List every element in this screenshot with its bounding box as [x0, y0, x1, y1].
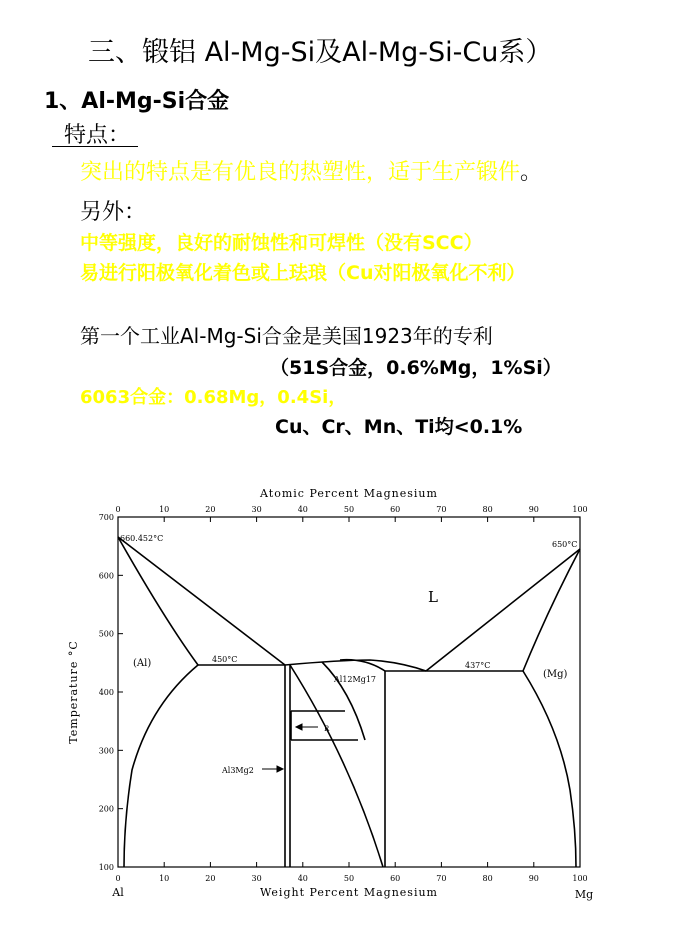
- top-tick-label: 30: [251, 505, 262, 514]
- page-title: 三、锻铝 Al-Mg-Si及Al-Mg-Si-Cu系）: [88, 37, 553, 68]
- bottom-tick-label: 30: [251, 874, 262, 883]
- y-tick-label: 300: [98, 746, 114, 756]
- r-phase-label: R: [324, 725, 330, 733]
- alloy-6063-text: 6063合金：0.68Mg，0.4Si，: [80, 387, 347, 408]
- top-tick-label: 80: [482, 505, 493, 514]
- y-tick-label: 100: [98, 863, 114, 872]
- top-axis-ticks: [115, 505, 587, 522]
- liquid-region-label: L: [428, 588, 438, 606]
- y-tick-label: 500: [98, 629, 114, 639]
- solvus-mg: [523, 671, 576, 867]
- top-tick-label: 20: [205, 505, 216, 514]
- bottom-axis-title: Weight Percent Magnesium: [260, 886, 438, 899]
- bottom-tick-label: 20: [205, 874, 216, 883]
- bottom-axis-ticks: [115, 862, 587, 883]
- bottom-tick-label: 40: [297, 874, 308, 883]
- al-melting-point-label: 660.452°C: [120, 534, 164, 543]
- alloy-6063-extra: Cu、Cr、Mn、Ti均<0.1%: [275, 416, 523, 438]
- y-tick-label: 600: [98, 571, 114, 581]
- y-axis-title: Temperature °C: [67, 640, 80, 744]
- liquidus-middle: [285, 660, 426, 671]
- solvus-al: [124, 665, 198, 867]
- eutectic-right-label: 437°C: [465, 661, 491, 670]
- bottom-tick-label: 100: [572, 874, 588, 883]
- feature-main-end: 。: [520, 160, 543, 185]
- phase-boundaries: [118, 537, 580, 867]
- r-arrowhead: [296, 724, 302, 730]
- y-tick-label: 700: [98, 513, 114, 522]
- other-item-1: 中等强度，良好的耐蚀性和可焊性（没有SCC）: [80, 232, 483, 254]
- bottom-tick-label: 60: [390, 874, 401, 883]
- left-element-label: Al: [112, 886, 124, 899]
- right-element-label: Mg: [574, 888, 594, 901]
- y-tick-label: 200: [98, 804, 114, 814]
- features-label: 特点：: [64, 123, 131, 148]
- top-tick-label: 60: [390, 505, 401, 514]
- bottom-tick-label: 0: [115, 874, 121, 883]
- beta-phase-label: Al3Mg2: [222, 766, 254, 775]
- y-tick-label: 400: [98, 688, 114, 697]
- solidus-mg: [523, 549, 580, 671]
- top-tick-label: 90: [528, 505, 539, 514]
- other-label: 另外：: [80, 200, 147, 225]
- liquidus-mg-side: [426, 549, 580, 671]
- liquidus-al-side: [118, 537, 285, 665]
- bottom-tick-label: 90: [528, 874, 539, 883]
- al-phase-label: (Al): [133, 658, 152, 669]
- eutectic-left-label: 450°C: [212, 655, 238, 664]
- bottom-tick-label: 70: [436, 874, 447, 883]
- top-tick-label: 10: [159, 505, 170, 514]
- top-tick-label: 70: [436, 505, 447, 514]
- bottom-tick-label: 80: [482, 874, 493, 883]
- beta-arrowhead: [277, 766, 283, 772]
- top-tick-label: 100: [572, 505, 588, 514]
- solidus-al: [118, 537, 198, 665]
- feature-main-text: 突出的特点是有优良的热塑性，适于生产锻件: [80, 160, 521, 185]
- bottom-tick-label: 50: [343, 874, 355, 883]
- first-alloy-text: 第一个工业Al-Mg-Si合金是美国1923年的专利: [80, 324, 493, 348]
- plot-frame: [118, 517, 580, 867]
- other-item-2: 易进行阳极氧化着色或上珐琅（Cu对阳极氧化不利）: [80, 262, 526, 284]
- top-tick-label: 40: [297, 505, 308, 514]
- gamma-phase-label: Al12Mg17: [334, 675, 377, 684]
- top-tick-label: 0: [115, 505, 121, 514]
- y-axis-ticks: [99, 513, 123, 872]
- top-axis-title: Atomic Percent Magnesium: [260, 487, 438, 500]
- mg-phase-label: (Mg): [543, 669, 568, 680]
- top-tick-label: 50: [343, 505, 355, 514]
- first-alloy-detail: （51S合金，0.6%Mg，1%Si）: [270, 357, 562, 379]
- mg-melting-point-label: 650°C: [552, 540, 578, 549]
- gamma-left-boundary: [290, 665, 383, 867]
- bottom-tick-label: 10: [159, 874, 170, 883]
- section-heading: 1、Al-Mg-Si合金: [44, 89, 230, 114]
